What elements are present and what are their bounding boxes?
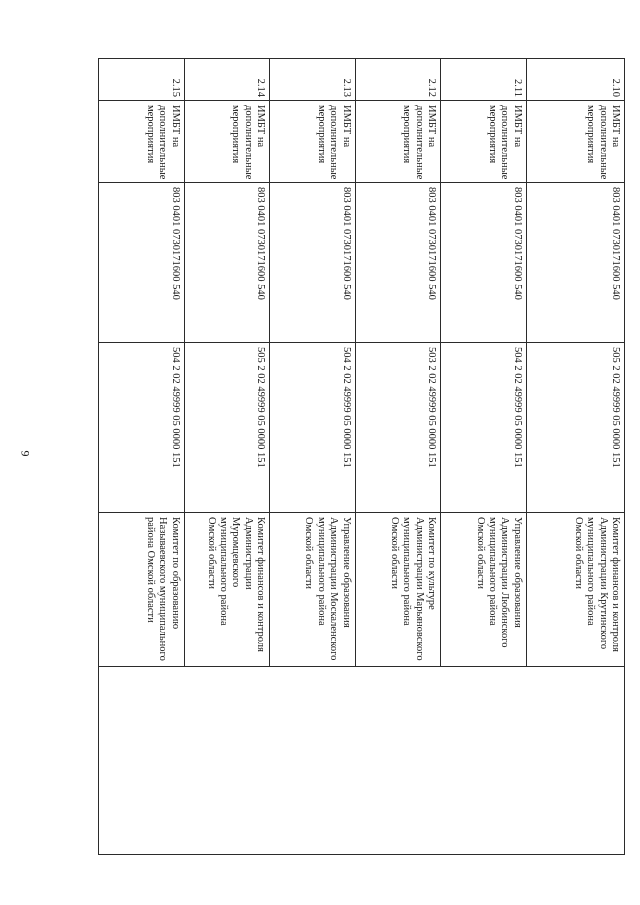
- row-organization: Комитет финансов и контроля Администрации Муромцевского муниципального района Омской области: [184, 513, 270, 667]
- rotated-table-wrapper: [98, 58, 625, 854]
- row-number: 2.12: [355, 59, 441, 101]
- row-name: ИМБТ на дополнительные мероприятия: [270, 101, 356, 183]
- row-name: ИМБТ на дополнительные мероприятия: [441, 101, 527, 183]
- row-name: ИМБТ на дополнительные мероприятия: [99, 101, 185, 183]
- document-sheet: [98, 58, 625, 854]
- row-organization: Комитет по образованию Называевского муниципального района Омской области: [99, 513, 185, 667]
- row-income-code: 505 2 02 49999 05 0000 151: [526, 343, 624, 513]
- row-expense-code: 803 0401 0730171600 540: [270, 183, 356, 343]
- row-name: ИМБТ на дополнительные мероприятия: [526, 101, 624, 183]
- row-organization: Комитет финансов и контроля Администрации Крутинского муниципального района Омской области: [526, 513, 624, 667]
- page-number: 9: [18, 450, 33, 457]
- row-number: 2.11: [441, 59, 527, 101]
- table-row: [526, 59, 624, 855]
- row-name: ИМБТ на дополнительные мероприятия: [184, 101, 270, 183]
- transfers-table: [98, 58, 625, 855]
- row-number: 2.13: [270, 59, 356, 101]
- empty-column: [99, 667, 625, 855]
- row-income-code: 505 2 02 49999 05 0000 151: [184, 343, 270, 513]
- row-organization: Управление образования Администрации Москаленского муниципального района Омской области: [270, 513, 356, 667]
- row-number: 2.10: [526, 59, 624, 101]
- row-income-code: 503 2 02 49999 05 0000 151: [355, 343, 441, 513]
- row-expense-code: 803 0401 0730171600 540: [355, 183, 441, 343]
- row-expense-code: 803 0401 0730171600 540: [526, 183, 624, 343]
- row-organization: Комитет по культуре Администрации Марьяновского муниципального района Омской области: [355, 513, 441, 667]
- row-organization: Управление образования Администрации Любинского муниципального района Омской области: [441, 513, 527, 667]
- row-income-code: 504 2 02 49999 05 0000 151: [99, 343, 185, 513]
- row-income-code: 504 2 02 49999 05 0000 151: [270, 343, 356, 513]
- row-name: ИМБТ на дополнительные мероприятия: [355, 101, 441, 183]
- row-expense-code: 803 0401 0730171600 540: [441, 183, 527, 343]
- row-number: 2.15: [99, 59, 185, 101]
- row-income-code: 504 2 02 49999 05 0000 151: [441, 343, 527, 513]
- row-expense-code: 803 0401 0730171600 540: [184, 183, 270, 343]
- row-number: 2.14: [184, 59, 270, 101]
- row-expense-code: 803 0401 0730171600 540: [99, 183, 185, 343]
